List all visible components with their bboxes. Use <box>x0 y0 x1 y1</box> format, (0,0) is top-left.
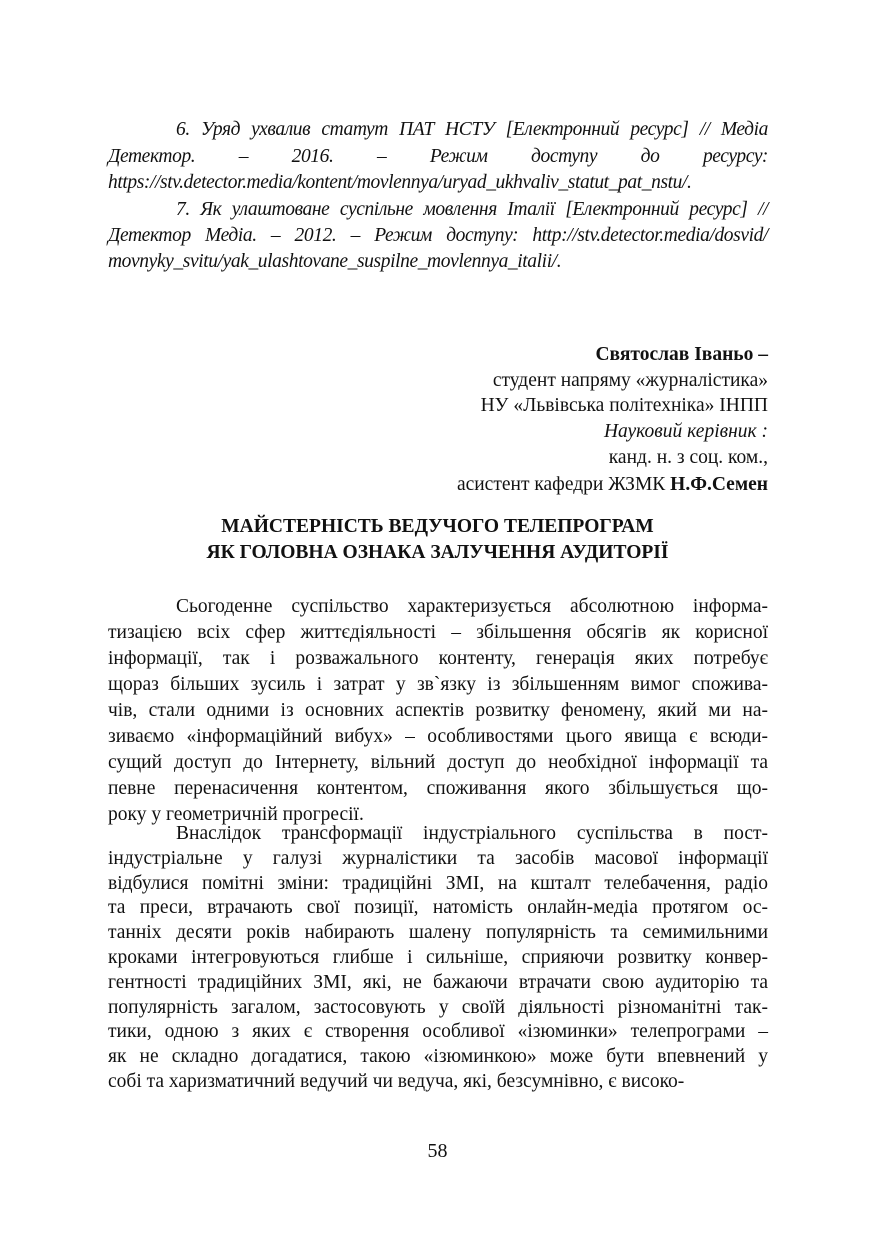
paragraph-line: року у геометричній прогресії. <box>108 804 364 825</box>
reference-6-url: https://stv.detector.media/kontent/movlennya/uryad_ukhvaliv_statut_pat_nstu/. <box>108 172 692 193</box>
author-name: Святослав Іваньо – <box>595 344 768 365</box>
supervisor-position-text: асистент кафедри ЖЗМК <box>456 474 671 495</box>
paragraph-line: відбулися помітні зміни: традиційні ЗМІ, на кшталт телебачення, радіо <box>108 872 768 894</box>
author-program: студент напряму «журналістика» <box>492 370 768 391</box>
supervisor-label: Науковий керівник : <box>603 421 768 442</box>
paragraph-line: та преси, втрачають свої позиції, натомість онлайн-медіа протягом ос- <box>108 897 768 919</box>
reference-7-line: 7. Як улаштоване суспільне мовлення Італії [Електронний ресурс] // <box>176 199 768 220</box>
paragraph-line: Сьогоденне суспільство характеризується абсолютною інформа- <box>176 596 768 617</box>
paragraph-line: гентності традиційних ЗМІ, які, не бажаючи втрачати свою аудиторію та <box>108 971 768 993</box>
paragraph-line: зиваємо «інформаційний вибух» – особливостями цього явища є всюди- <box>108 726 768 747</box>
paragraph-line: популярність загалом, застосовують у своїй діяльності різноманітні так- <box>108 996 768 1018</box>
paragraph-line: певне перенасичення контентом, споживання якого збільшується що- <box>108 778 768 799</box>
supervisor-name: Н.Ф.Семен <box>670 474 768 495</box>
author-university: НУ «Львівська політехніка» ІНПП <box>480 395 768 416</box>
paragraph-line: як не складно догадатися, такою «ізюминкою» може бути впевнений у <box>108 1046 768 1068</box>
supervisor-degree: канд. н. з соц. ком., <box>608 447 768 468</box>
reference-7-line: Детектор Медіа. – 2012. – Режим доступу: http://stv.detector.media/dosvid/ <box>108 225 768 246</box>
title-line: ЯК ГОЛОВНА ОЗНАКА ЗАЛУЧЕННЯ АУДИТОРІЇ <box>206 542 669 563</box>
paragraph-line: індустріальне у галузі журналістики та засобів масової інформації <box>108 847 768 869</box>
page-number: 58 <box>427 1140 448 1162</box>
reference-6-line: Детектор. – 2016. – Режим доступу до ресурсу: <box>108 146 768 167</box>
paragraph-line: тизацією всіх сфер життєдіяльності – збільшення обсягів як корисної <box>108 622 768 643</box>
reference-7-url: movnyky_svitu/yak_ulashtovane_suspilne_movlennya_italii/. <box>108 251 562 272</box>
title-line: МАЙСТЕРНІСТЬ ВЕДУЧОГО ТЕЛЕПРОГРАМ <box>221 516 654 537</box>
paragraph-line: щораз більших зусиль і затрат у зв`язку із збільшенням вимог спожива- <box>108 674 768 695</box>
paragraph-line: кроками інтегровуються глибше і сильніше, сприяючи розвитку конвер- <box>108 947 768 968</box>
reference-6-line: 6. Уряд ухвалив статут ПАТ НСТУ [Електронний ресурс] // Медіа <box>176 119 768 140</box>
paragraph-line: інформації, так і розважального контенту, генерація яких потребує <box>108 648 768 669</box>
paragraph-line: чів, стали одними із основних аспектів розвитку феномену, який ми на- <box>108 700 768 721</box>
paragraph-line: тики, одною з яких є створення особливої «ізюминки» телепрограми – <box>108 1021 768 1043</box>
paragraph-line: Внаслідок трансформації індустріального суспільства в пост- <box>176 823 768 844</box>
paragraph-line: собі та харизматичний ведучий чи ведуча, які, безсумнівно, є високо- <box>108 1071 685 1092</box>
supervisor-position <box>457 473 768 497</box>
paragraph-line: танніх десяти років набирають шалену популярність та семимильними <box>108 922 768 944</box>
paragraph-line: сущий доступ до Інтернету, вільний доступ до необхідної інформації та <box>108 752 768 773</box>
